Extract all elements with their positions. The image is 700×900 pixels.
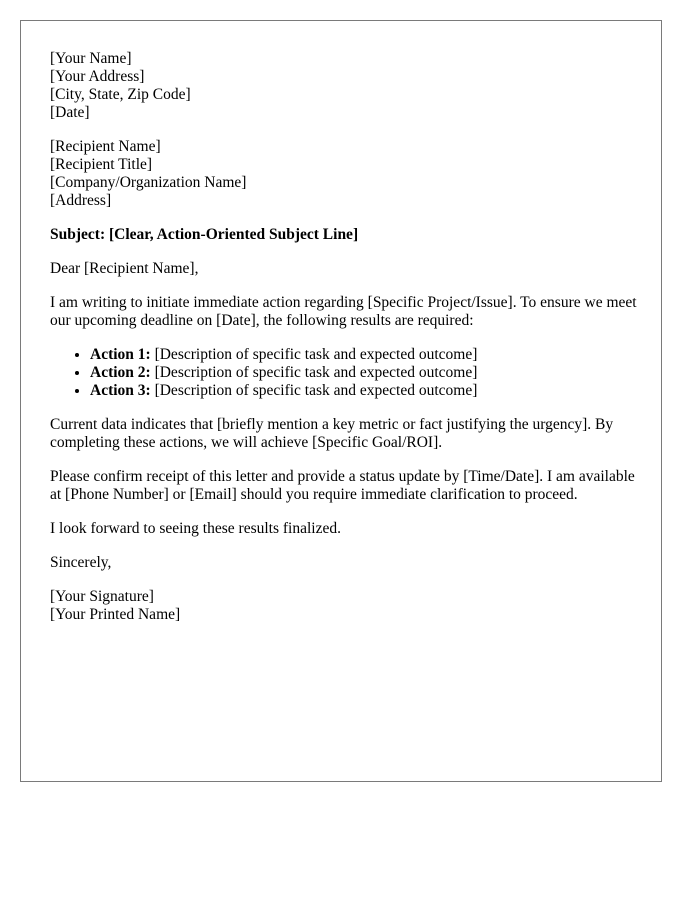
salutation: Dear [Recipient Name], bbox=[50, 260, 199, 277]
action-description: [Description of specific task and expected outcome] bbox=[150, 382, 478, 399]
letter-body bbox=[50, 50, 640, 640]
letter-page bbox=[20, 20, 662, 782]
signature: [Your Signature] bbox=[50, 588, 154, 605]
justification-paragraph: Current data indicates that [briefly mention a key metric or fact justifying the urgency]. By completing these actions, we will achieve [Specific Goal/ROI]. bbox=[50, 416, 614, 451]
action-description: [Description of specific task and expected outcome] bbox=[150, 346, 478, 363]
sender-city-state-zip: [City, State, Zip Code] bbox=[50, 86, 191, 103]
action-list bbox=[50, 346, 640, 400]
recipient-title: [Recipient Title] bbox=[50, 156, 153, 173]
sender-address: [Your Address] bbox=[50, 68, 145, 85]
recipient-name: [Recipient Name] bbox=[50, 138, 161, 155]
recipient-block bbox=[50, 138, 640, 210]
action-label: Action 3: bbox=[90, 382, 151, 399]
action-item bbox=[90, 346, 640, 364]
recipient-company: [Company/Organization Name] bbox=[50, 174, 247, 191]
request-paragraph: Please confirm receipt of this letter and provide a status update by [Time/Date]. I am available at [Phone Number] or [Email] should you require immediate clarification to proceed. bbox=[50, 468, 635, 503]
subject-line: Subject: [Clear, Action-Oriented Subject Line] bbox=[50, 226, 359, 243]
closing-line: I look forward to seeing these results finalized. bbox=[50, 520, 341, 537]
action-item bbox=[90, 382, 640, 400]
sender-block bbox=[50, 50, 640, 122]
signature-block bbox=[50, 588, 640, 624]
sender-name: [Your Name] bbox=[50, 50, 132, 67]
sign-off: Sincerely, bbox=[50, 554, 112, 571]
action-label: Action 2: bbox=[90, 364, 151, 381]
action-item bbox=[90, 364, 640, 382]
printed-name: [Your Printed Name] bbox=[50, 606, 181, 623]
recipient-address: [Address] bbox=[50, 192, 112, 209]
intro-paragraph: I am writing to initiate immediate action regarding [Specific Project/Issue]. To ensure we meet our upcoming deadline on [Date], the following results are required: bbox=[50, 294, 637, 329]
action-description: [Description of specific task and expected outcome] bbox=[150, 364, 478, 381]
letter-date: [Date] bbox=[50, 104, 90, 121]
action-label: Action 1: bbox=[90, 346, 151, 363]
